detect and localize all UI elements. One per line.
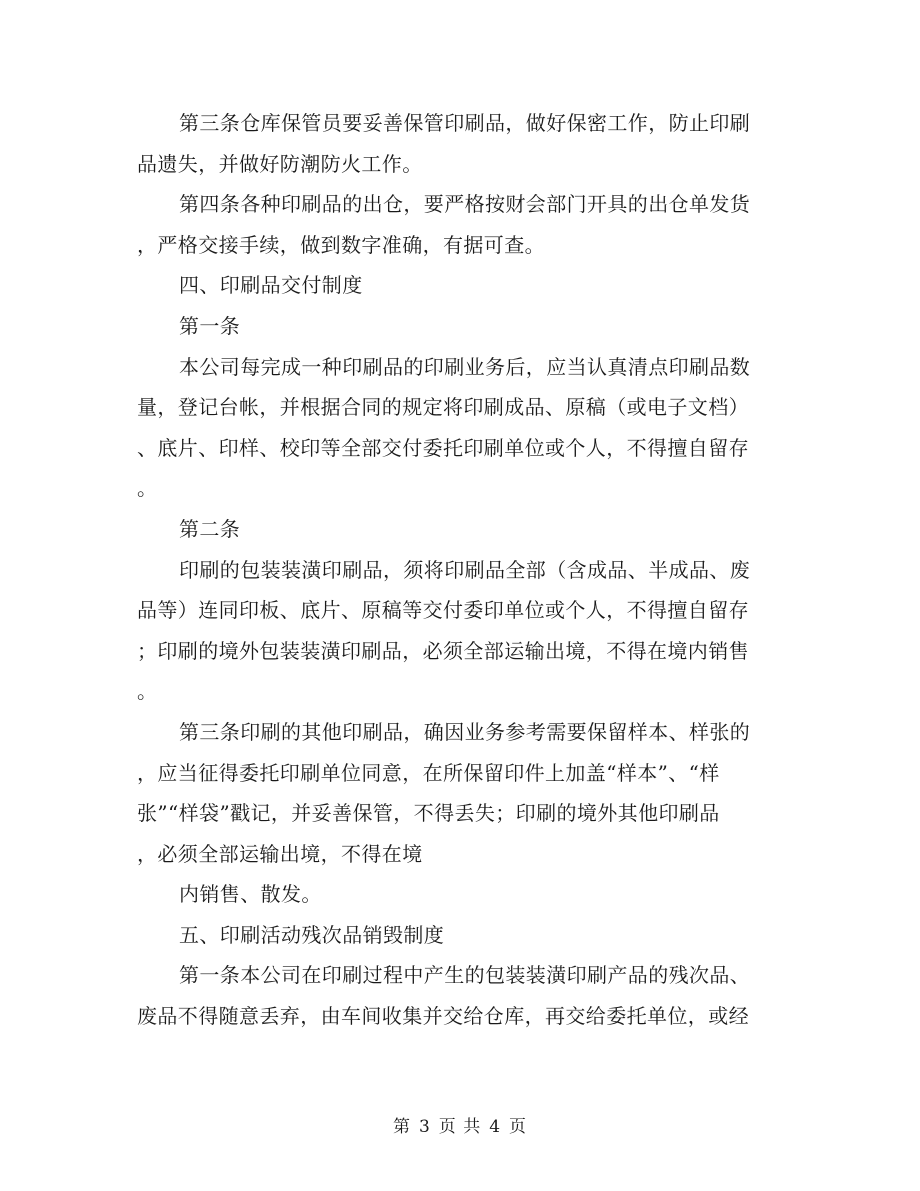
text-line: 量，登记台帐，并根据合同的规定将印刷成品、原稿（或电子文档）: [137, 395, 749, 420]
text-line: ，严格交接手续，做到数字准确，有据可查。: [137, 232, 545, 257]
text-line: 。: [137, 476, 158, 501]
document-body: [137, 103, 787, 1037]
text-line: 废品不得随意丢弃，由车间收集并交给仓库，再交给委托单位，或经: [137, 1004, 749, 1029]
text-line: 张”“样袋”戳记，并妥善保管，不得丢失；印刷的境外其他印刷品: [137, 801, 720, 826]
footer-suffix: 页: [509, 1117, 528, 1137]
page-footer: [0, 1112, 920, 1137]
text-line: 本公司每完成一种印刷品的印刷业务后，应当认真清点印刷品数: [179, 354, 751, 379]
text-line: 第一条本公司在印刷过程中产生的包装装潢印刷产品的残次品、: [179, 963, 751, 988]
text-line: 。: [137, 679, 158, 704]
text-line: 内销售、散发。: [179, 882, 322, 907]
text-line: 品遗失，并做好防潮防火工作。: [137, 151, 423, 176]
text-line: 第三条仓库保管员要妥善保管印刷品，做好保密工作，防止印刷: [179, 111, 751, 135]
article-heading: 第二条: [179, 516, 241, 541]
text-line: 第四条各种印刷品的出仓，要严格按财会部门开具的出仓单发货: [179, 192, 751, 217]
text-line: ，必须全部运输出境，不得在境: [137, 841, 423, 866]
section-heading: 四、印刷品交付制度: [179, 273, 363, 298]
footer-prefix: 第: [392, 1117, 411, 1137]
text-line: ；印刷的境外包装装潢印刷品，必须全部运输出境，不得在境内销售: [137, 638, 749, 663]
footer-middle: 页 共: [438, 1117, 482, 1137]
article-heading: 第一条: [179, 313, 241, 338]
text-line: 品等）连同印板、底片、原稿等交付委印单位或个人，不得擅自留存: [137, 598, 749, 623]
text-line: 、底片、印样、校印等全部交付委托印刷单位或个人，不得擅自留存: [137, 435, 749, 460]
total-page-number: 4: [489, 1117, 502, 1137]
text-line: ，应当征得委托印刷单位同意，在所保留印件上加盖“样本”、“样: [137, 760, 720, 785]
current-page-number: 3: [418, 1117, 431, 1137]
text-line: 印刷的包装装潢印刷品，须将印刷品全部（含成品、半成品、废: [179, 557, 751, 582]
section-heading: 五、印刷活动残次品销毁制度: [179, 922, 445, 947]
text-line: 第三条印刷的其他印刷品，确因业务参考需要保留样本、样张的: [179, 719, 751, 744]
